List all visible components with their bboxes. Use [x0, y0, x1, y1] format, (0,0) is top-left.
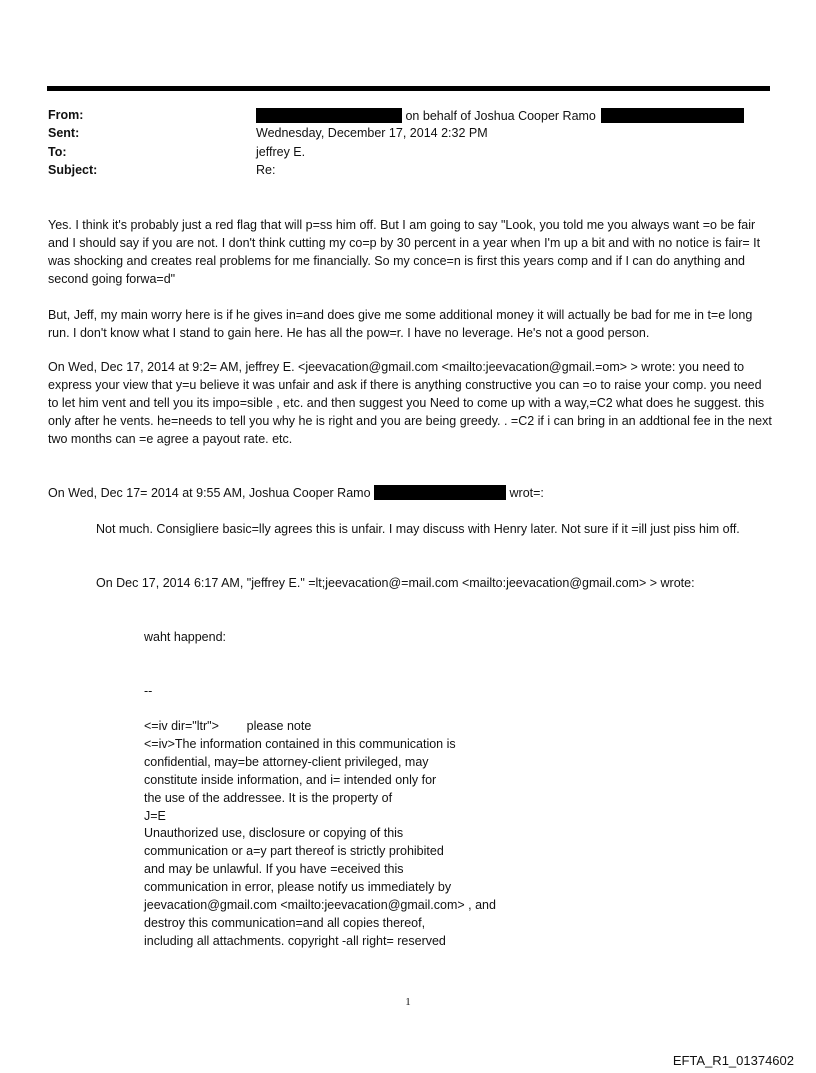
signature-line: J=E	[144, 808, 166, 823]
quote-intro-prefix: On Wed, Dec 17= 2014 at 9:55 AM, Joshua Cooper Ramo	[48, 486, 371, 500]
signature-line: <=iv dir="ltr"> please note	[144, 719, 312, 733]
redaction-block	[601, 108, 744, 123]
signature-line: constitute inside information, and i= intended only for	[144, 772, 437, 787]
to-row	[48, 145, 306, 160]
quote-intro	[48, 484, 773, 502]
signature-dash: --	[144, 684, 153, 698]
quoted-body: waht happend:	[144, 630, 227, 644]
signature-line: communication or a=y part thereof is strictly prohibited	[144, 844, 444, 859]
sent-label: Sent:	[48, 126, 80, 140]
quote-intro-suffix: wrot=:	[509, 486, 544, 500]
from-suffix: on behalf of Joshua Cooper Ramo	[405, 109, 596, 123]
subject-label: Subject:	[48, 163, 98, 177]
header-rule	[47, 86, 770, 91]
from-row	[48, 108, 596, 123]
paragraph: Yes. I think it's probably just a red flag that will p=ss him off. But I am going to say "Look, you told me you always want =o be fair and I should say if you are not. I don't think cutting my co=p by 30 percent in a year when I'm up a bit and with no notice is fair= It was shocking and creates real problems for me financially. So my conce=n is first this years comp and if I can do anything and second going forwa=d"	[48, 218, 761, 286]
signature-block	[144, 718, 564, 951]
subject-row	[48, 163, 276, 178]
sent-row	[48, 126, 488, 141]
to-label: To:	[48, 145, 67, 159]
from-value	[256, 108, 744, 124]
message-body	[48, 216, 773, 288]
signature-line: including all attachments. copyright -all right= reserved	[144, 933, 446, 948]
document-id: EFTA_R1_01374602	[672, 1053, 794, 1068]
signature-line: jeevacation@gmail.com <mailto:jeevacation@gmail.com> , and	[144, 898, 496, 913]
signature-line: destroy this communication=and all copies thereof,	[144, 915, 426, 930]
signature-line: and may be unlawful. If you have =eceived this	[144, 862, 404, 877]
paragraph-wrap	[48, 358, 773, 448]
quoted-intro: On Dec 17, 2014 6:17 AM, "jeffrey E." =lt;jeevacation@=mail.com <mailto:jeevacation@gmail.com> > wrote:	[96, 576, 695, 590]
quoted-paragraph: Not much. Consigliere basic=lly agrees this is unfair. I may discuss with Henry later. Not sure if it =ill just piss him off.	[96, 522, 740, 536]
paragraph: But, Jeff, my main worry here is if he gives in=and does give me some additional money it will actually be bad for me in t=e long run. I don't know what I stand to gain here. He has all the pow=r. I have no leverage. He's not a good person.	[48, 308, 753, 340]
signature-line: <=iv>The information contained in this communication is	[144, 736, 456, 751]
to-value: jeffrey E.	[256, 145, 306, 159]
signature-line: Unauthorized use, disclosure or copying of this	[144, 826, 404, 841]
signature-line: communication in error, please notify us immediately by	[144, 880, 452, 895]
quote-wrap	[48, 520, 773, 538]
sent-value: Wednesday, December 17, 2014 2:32 PM	[256, 126, 488, 140]
redaction-block	[374, 485, 506, 500]
subject-value: Re:	[256, 163, 276, 177]
quoted-reply: On Wed, Dec 17, 2014 at 9:2= AM, jeffrey E. <jeevacation@gmail.com <mailto:jeevacation@gmail.=om> > wrote: you need to express your view that y=u believe it was unfair and ask if there is anything constructive you can =o to raise your comp. you need to let him vent and tell you its impo=sible , etc. and then suggest you Need to come up with a way,=C2 what does he suggest. this only after he vents. he=needs to tell you why he is right and you are being greedy. . =C2 if i can bring in an addtional fee in the next two months can =e agree a payout rate. etc.	[48, 360, 772, 446]
redaction-block	[256, 108, 402, 123]
page-number: 1	[405, 996, 411, 1008]
paragraph-wrap	[48, 306, 773, 342]
signature-line: the use of the addressee. It is the property of	[144, 790, 393, 805]
signature-line: confidential, may=be attorney-client privileged, may	[144, 754, 429, 769]
quote2-intro-wrap	[48, 574, 773, 592]
from-label: From:	[48, 108, 84, 122]
